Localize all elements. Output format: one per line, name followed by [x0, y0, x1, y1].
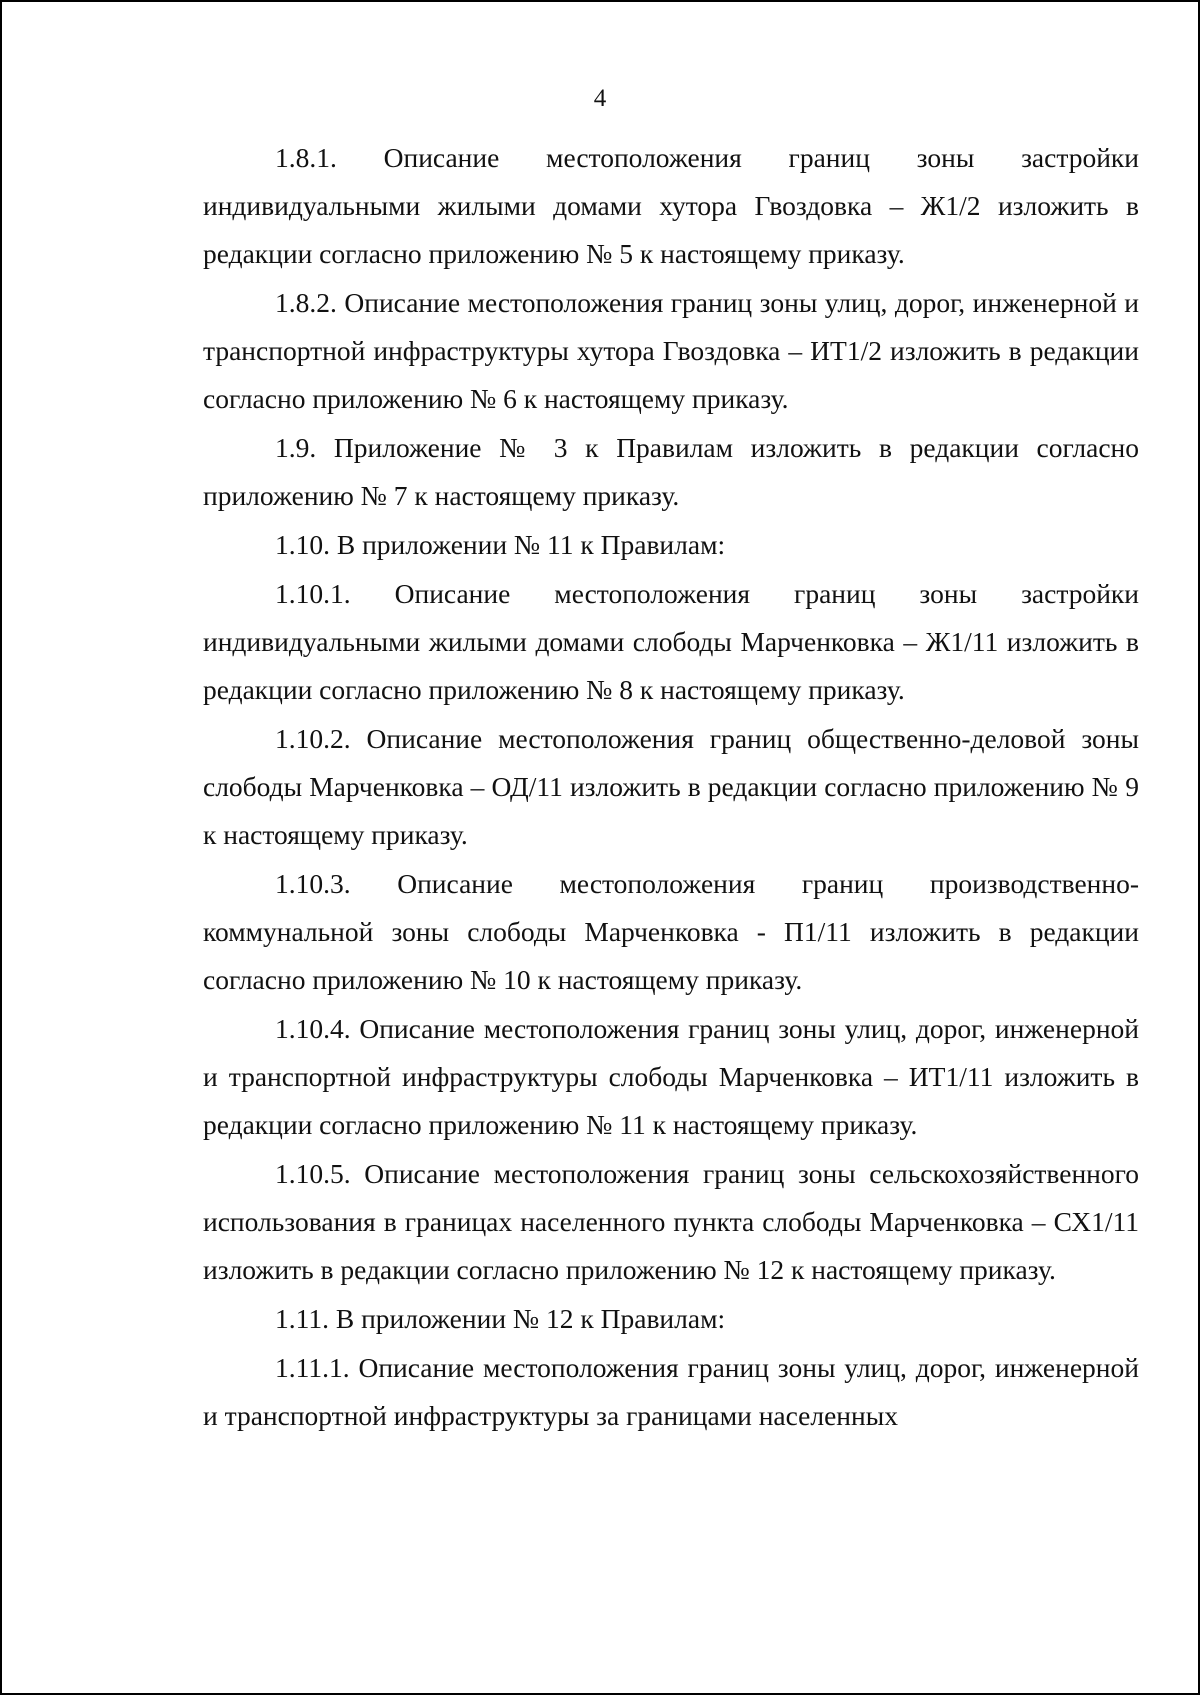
paragraph-1-10-3: 1.10.3. Описание местоположения границ производственно-коммунальной зоны слободы Марченковка - П1/11 изложить в редакции согласно приложению № 10 к настоящему приказу. — [203, 868, 1139, 995]
paragraph-1-10: 1.10. В приложении № 11 к Правилам: — [275, 529, 726, 560]
paragraph-1-10-1: 1.10.1. Описание местоположения границ зоны застройки индивидуальными жилыми домами слободы Марченковка – Ж1/11 изложить в редакции согласно приложению № 8 к настоящему приказу. — [203, 578, 1139, 705]
paragraph-1-11-1: 1.11.1. Описание местоположения границ зоны улиц, дорог, инженерной и транспортной инфраструктуры за границами населенных — [203, 1352, 1139, 1431]
paragraph-1-10-5: 1.10.5. Описание местоположения границ зоны сельскохозяйственного использования в границах населенного пункта слободы Марченковка – СХ1/11 изложить в редакции согласно приложению № 12 к настоящему приказу. — [203, 1158, 1139, 1285]
paragraph-1-11: 1.11. В приложении № 12 к Правилам: — [275, 1303, 726, 1334]
paragraph-1-10-2: 1.10.2. Описание местоположения границ общественно-деловой зоны слободы Марченковка – ОД/11 изложить в редакции согласно приложению № 9 к настоящему приказу. — [203, 723, 1139, 850]
page-number: 4 — [593, 85, 607, 112]
document-body — [203, 134, 1139, 1441]
paragraph-1-10-4: 1.10.4. Описание местоположения границ зоны улиц, дорог, инженерной и транспортной инфраструктуры слободы Марченковка – ИТ1/11 изложить в редакции согласно приложению № 11 к настоящему приказу. — [203, 1013, 1139, 1140]
paragraph-1-9: 1.9. Приложение № 3 к Правилам изложить в редакции согласно приложению № 7 к настоящему приказу. — [203, 432, 1139, 511]
paragraph-1-8-1: 1.8.1. Описание местоположения границ зоны застройки индивидуальными жилыми домами хутора Гвоздовка – Ж1/2 изложить в редакции согласно приложению № 5 к настоящему приказу. — [203, 142, 1139, 269]
paragraph-1-8-2: 1.8.2. Описание местоположения границ зоны улиц, дорог, инженерной и транспортной инфраструктуры хутора Гвоздовка – ИТ1/2 изложить в редакции согласно приложению № 6 к настоящему приказу. — [203, 287, 1139, 414]
